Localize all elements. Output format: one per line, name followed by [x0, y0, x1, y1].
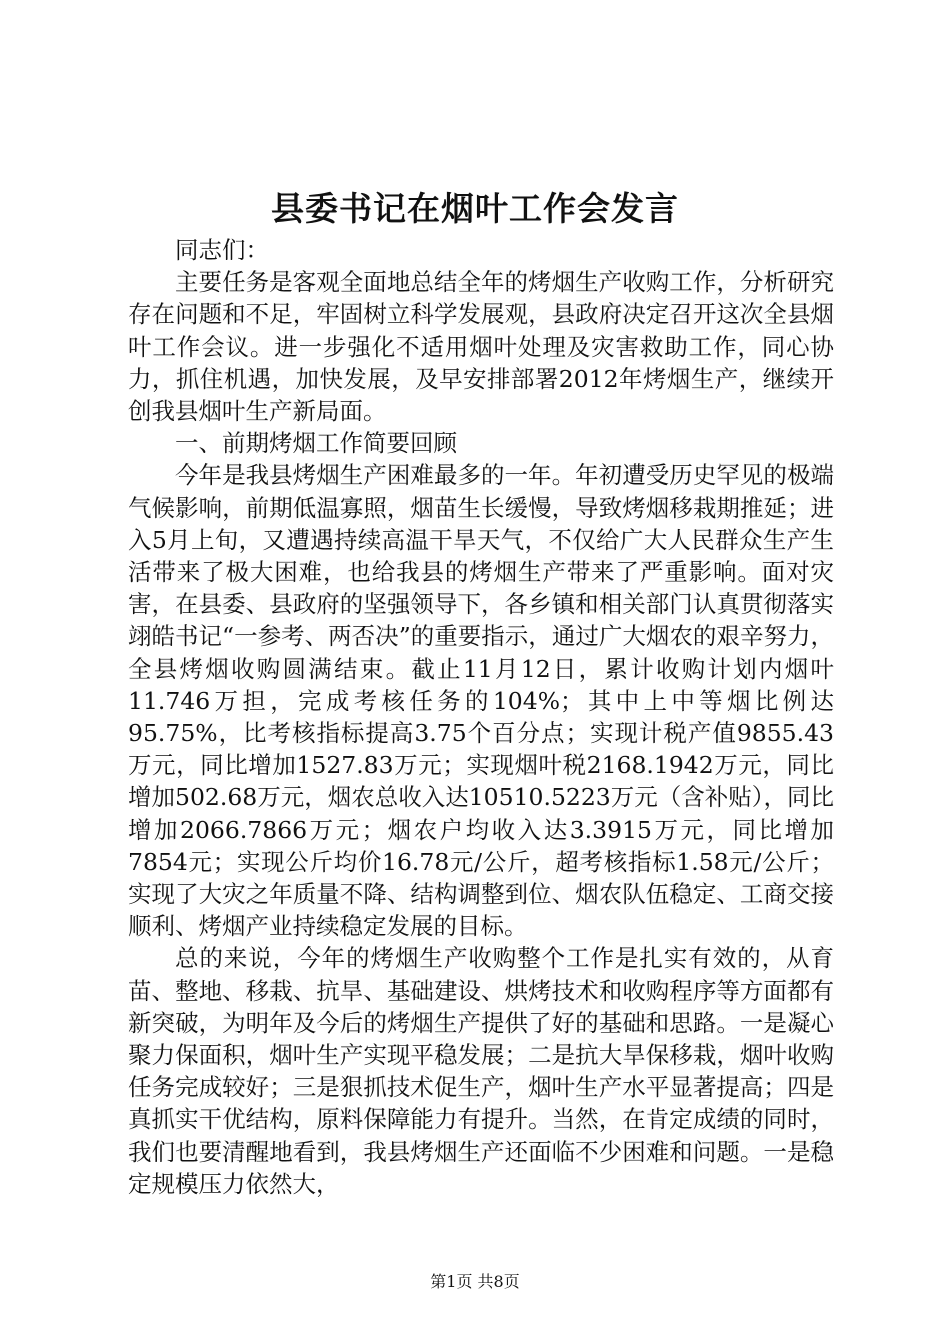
- summary-paragraph: 总的来说，今年的烤烟生产收购整个工作是扎实有效的，从育苗、整地、移栽、抗旱、基础建设、烘烤技术和收购程序等方面都有新突破，为明年及今后的烤烟生产提供了好的基础和思路。一是凝心聚力保面积，烟叶生产实现平稳发展；二是抗大旱保移栽，烟叶收购任务完成较好；三是狠抓技术促生产，烟叶生产水平显著提高；四是真抓实干优结构，原料保障能力有提升。当然，在肯定成绩的同时，我们也要清醒地看到，我县烤烟生产还面临不少困难和问题。一是稳定规模压力依然大，: [128, 944, 834, 1198]
- intro-paragraph: 主要任务是客观全面地总结全年的烤烟生产收购工作，分析研究存在问题和不足，牢固树立科学发展观，县政府决定召开这次全县烟叶工作会议。进一步强化不适用烟叶处理及灾害救助工作，同心协力，抓住机遇，加快发展，及早安排部署2012年烤烟生产，继续开创我县烟叶生产新局面。: [128, 268, 834, 426]
- review-paragraph: 今年是我县烤烟生产困难最多的一年。年初遭受历史罕见的极端气候影响，前期低温寡照，烟苗生长缓慢，导致烤烟移栽期推延；进入5月上旬，又遭遇持续高温干旱天气，不仅给广大人民群众生产生活带来了极大困难，也给我县的烤烟生产带来了严重影响。面对灾害，在县委、县政府的坚强领导下，各乡镇和相关部门认真贯彻落实翊皓书记“一参考、两否决”的重要指示，通过广大烟农的艰辛努力，全县烤烟收购圆满结束。截止11月12日，累计收购计划内烟叶11.746万担，完成考核任务的104%；其中上中等烟比例达95.75%，比考核指标提高3.75个百分点；实现计税产值9855.43万元，同比增加1527.83万元；实现烟叶税2168.1942万元，同比增加502.68万元，烟农总收入达10510.5223万元（含补贴），同比增加2066.7866万元；烟农户均收入达3.3915万元，同比增加7854元；实现公斤均价16.78元/公斤，超考核指标1.58元/公斤；实现了大灾之年质量不降、结构调整到位、烟农队伍稳定、工商交接顺利、烤烟产业持续稳定发展的目标。: [128, 461, 835, 941]
- page-number-footer: 第1页 共8页: [430, 1272, 520, 1291]
- document-body: [128, 234, 834, 1200]
- salutation-paragraph: 同志们：: [175, 236, 269, 264]
- document-title: 县委书记在烟叶工作会发言: [271, 189, 679, 228]
- section-heading: 一、前期烤烟工作简要回顾: [175, 429, 457, 458]
